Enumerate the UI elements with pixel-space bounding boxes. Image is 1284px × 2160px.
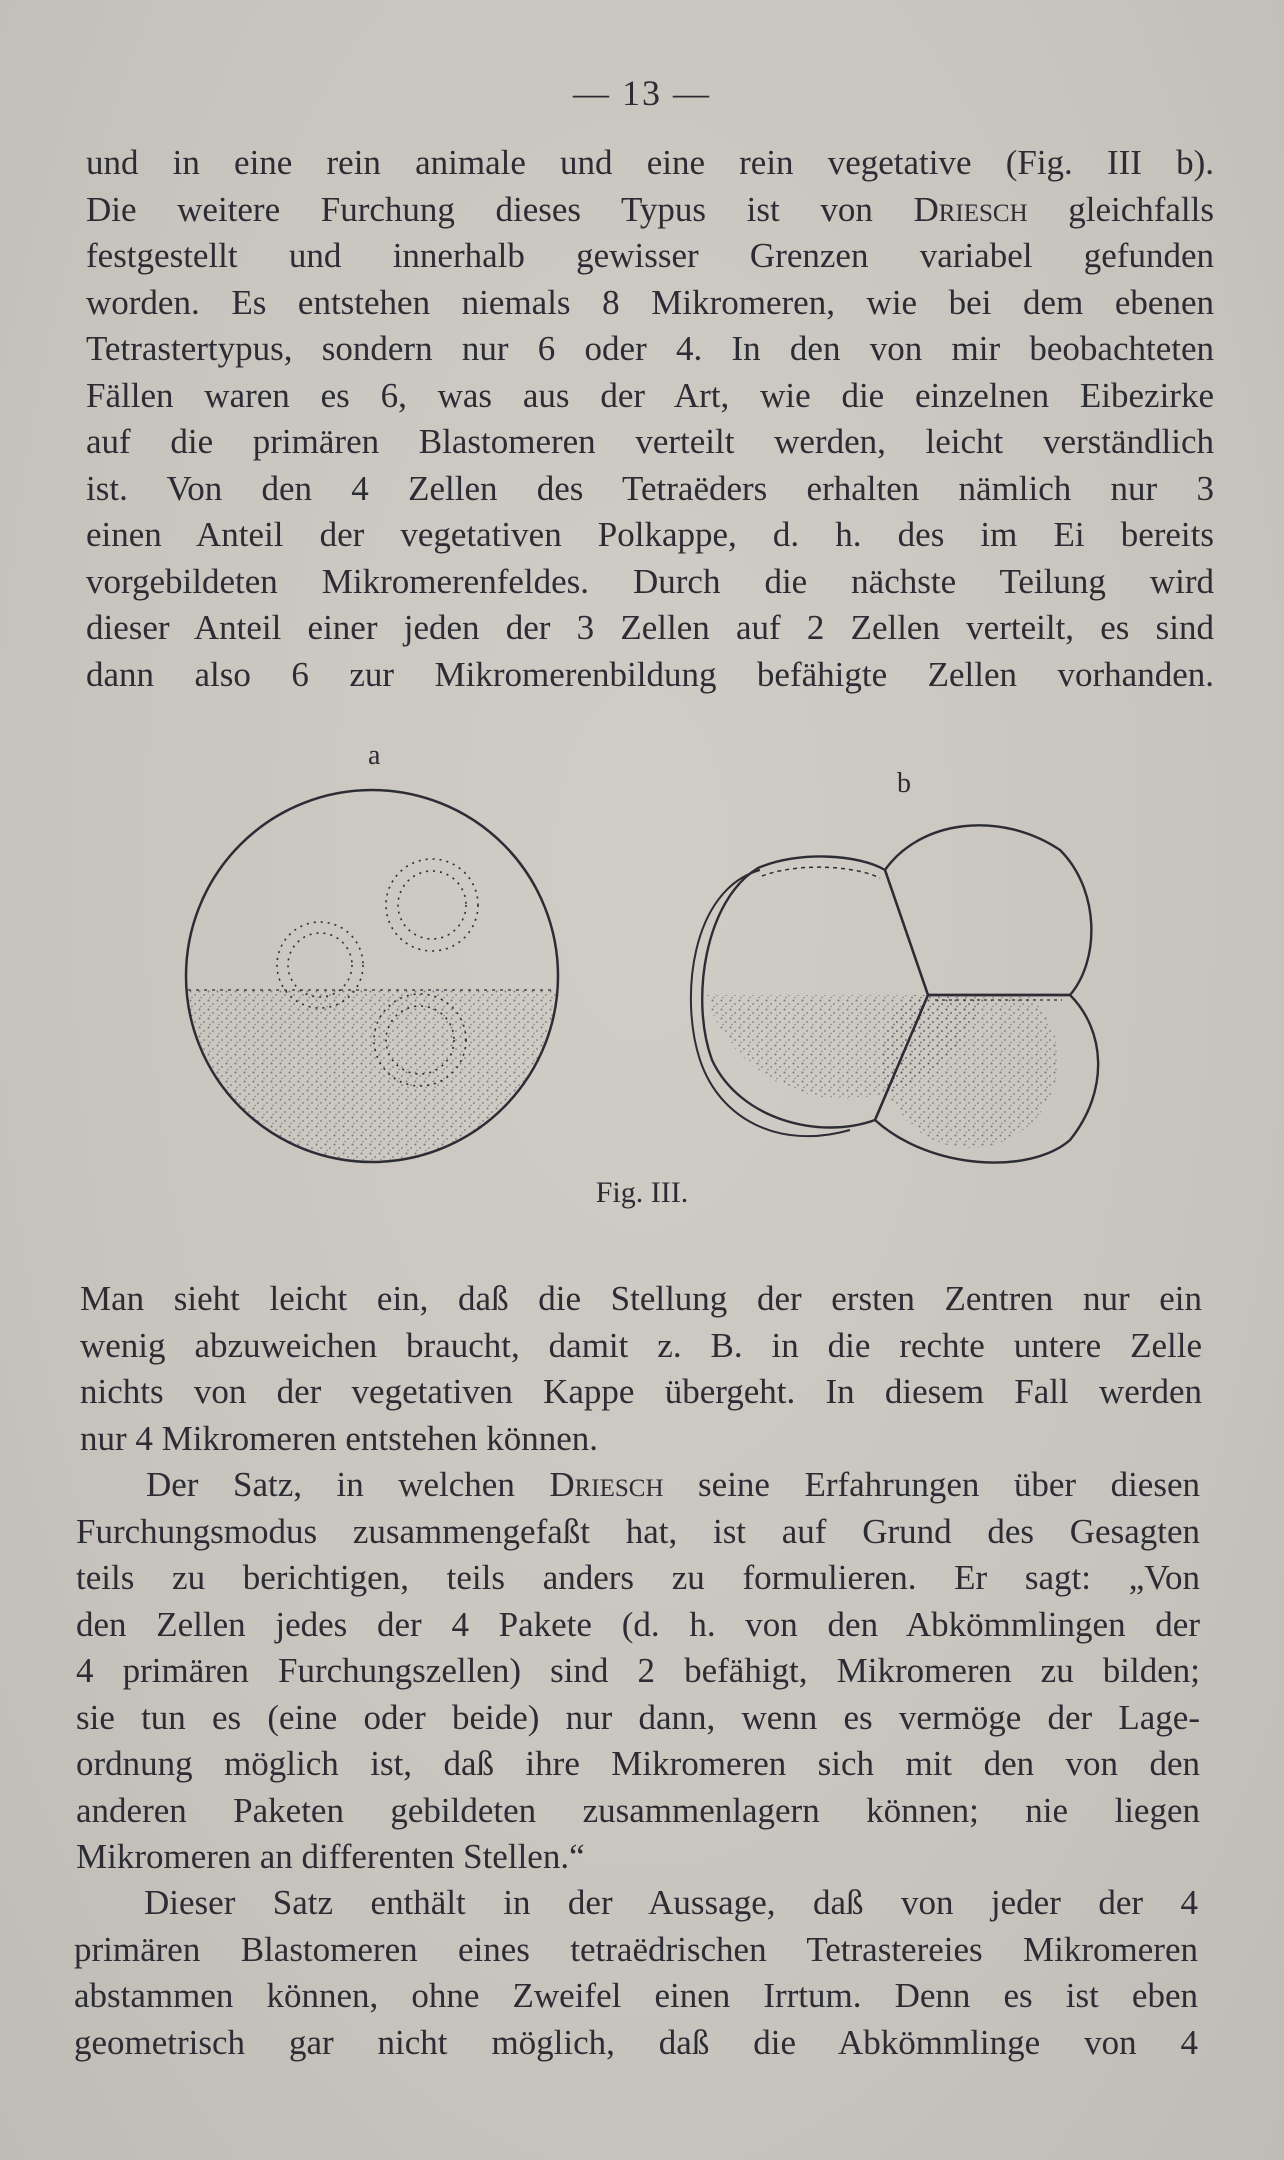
text-fragment: gleichfalls [1027, 189, 1215, 229]
text-line: Dieser Satz enthält in der Aussage, daß von jeder der 4 [144, 1883, 1198, 1922]
text-line: worden. Es entstehen niemals 8 Mikromeren, wie bei dem ebenen [86, 282, 1214, 322]
text-line: teils zu berichtigen, teils anders zu formulieren. Er sagt: „Von [76, 1558, 1200, 1597]
paragraph-1 [86, 140, 1214, 698]
aster-top [386, 859, 478, 951]
text-fragment: Der Satz, in welchen [146, 1465, 550, 1504]
text-line: dann also 6 zur Mikromerenbildung befähigte Zellen vorhanden. [86, 654, 1214, 694]
text-line: ordnung möglich ist, daß ihre Mikromeren sich mit den von den [76, 1744, 1200, 1783]
text-line: sie tun es (eine oder beide) nur dann, wenn es vermöge der Lage- [76, 1697, 1200, 1737]
text-line: 4 primären Furchungszellen) sind 2 befähigt, Mikromeren zu bilden; [76, 1651, 1200, 1690]
paragraph-4 [74, 1880, 1198, 2066]
text-line: anderen Paketen gebildeten zusammenlagern können; nie liegen [76, 1790, 1200, 1830]
text-line: einen Anteil der vegetativen Polkappe, d. h. des im Ei bereits [86, 515, 1214, 554]
left-cell-dashed-rim [762, 867, 880, 878]
figure-label-a: a [368, 740, 381, 771]
figure-label-b: b [897, 768, 911, 799]
figure-three-illustration [0, 730, 1284, 1250]
text-line: festgestellt und innerhalb gewisser Grenzen variabel gefunden [86, 236, 1214, 275]
text-line: den Zellen jedes der 4 Pakete (d. h. von den Abkömmlingen der [76, 1604, 1200, 1644]
text-line: abstammen können, ohne Zweifel einen Irrtum. Denn es ist eben [74, 1976, 1198, 2015]
text-line: dieser Anteil einer jeden der 3 Zellen auf 2 Zellen verteilt, es sind [86, 608, 1214, 647]
paragraph-2 [80, 1276, 1202, 1462]
upper-right-cell-outline [885, 825, 1091, 995]
text-line: nur 4 Mikromeren entstehen können. [80, 1418, 599, 1458]
author-name: Driesch [913, 189, 1028, 229]
text-fragment: seine Erfahrungen über diesen [663, 1465, 1200, 1504]
text-line: geometrisch gar nicht möglich, daß die Abkömmlinge von 4 [74, 2022, 1198, 2062]
figure-b-drawing [690, 825, 1098, 1165]
text-fragment: Die weitere Furchung dieses Typus ist von [86, 189, 914, 229]
text-line: und in eine rein animale und eine rein vegetative (Fig. III b). [86, 143, 1214, 182]
text-line: nichts von der vegetativen Kappe übergeht. In diesem Fall werden [80, 1372, 1202, 1411]
figure-caption: Fig. III. [595, 1176, 689, 1209]
author-name: Driesch [549, 1465, 664, 1504]
page-number: — 13 — [573, 73, 711, 113]
text-line [86, 187, 1214, 234]
text-line: ist. Von den 4 Zellen des Tetraëders erhalten nämlich nur 3 [86, 468, 1214, 508]
text-line: Fällen waren es 6, was aus der Art, wie die einzelnen Eibezirke [86, 375, 1214, 415]
text-line [76, 1462, 1200, 1509]
text-line: wenig abzuweichen braucht, damit z. B. in die rechte untere Zelle [80, 1325, 1202, 1365]
text-line: Man sieht leicht ein, daß die Stellung der ersten Zentren nur ein [80, 1279, 1202, 1318]
text-line: Furchungsmodus zusammengefaßt hat, ist auf Grund des Gesagten [76, 1511, 1200, 1551]
text-line: Mikromeren an differenten Stellen.“ [76, 1837, 585, 1876]
text-line: vorgebildeten Mikromerenfeldes. Durch die nächste Teilung wird [86, 561, 1214, 601]
text-line: Tetrastertypus, sondern nur 6 oder 4. In den von mir beobachteten [86, 329, 1214, 368]
text-line: auf die primären Blastomeren verteilt werden, leicht verständlich [86, 422, 1214, 461]
paragraph-3 [76, 1462, 1200, 1881]
figure-a-drawing [180, 790, 580, 1170]
text-line: primären Blastomeren eines tetraëdrischen Tetrastereies Mikromeren [74, 1929, 1198, 1969]
